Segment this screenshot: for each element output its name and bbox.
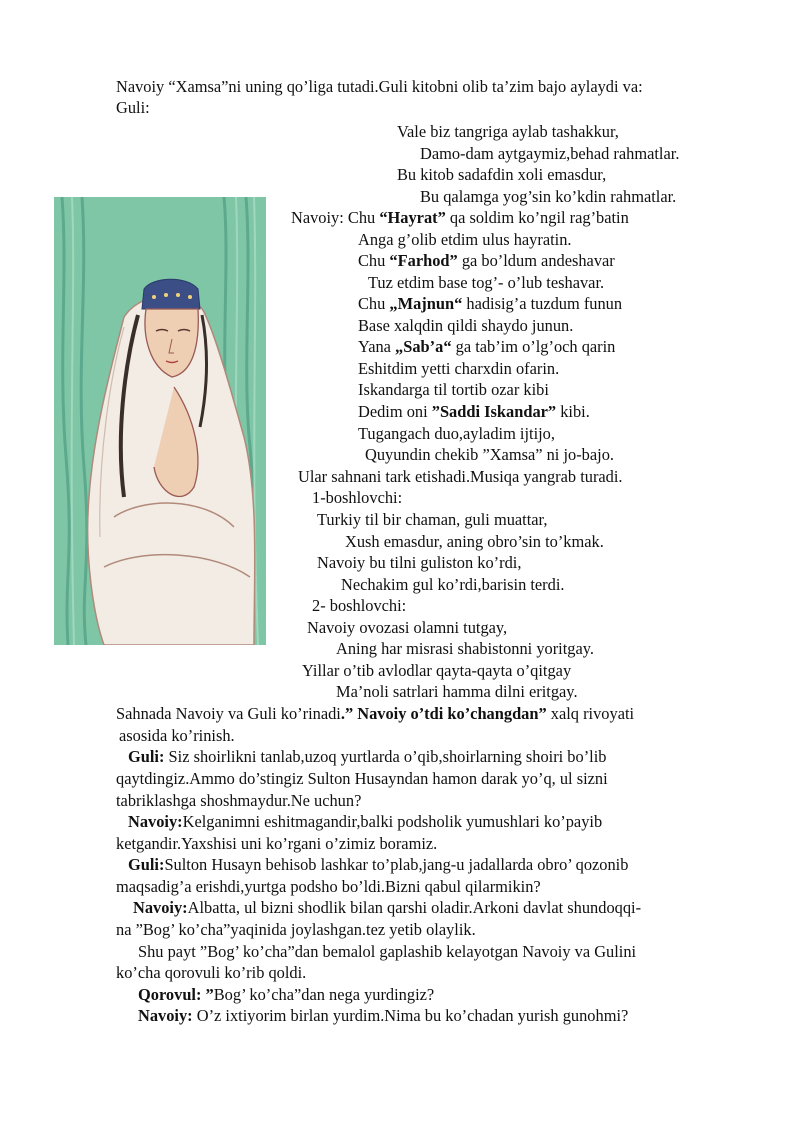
host1-verse-line: Turkiy til bir chaman, guli muattar, [317,510,548,529]
work-title-saba: „Sab’a“ [395,337,452,356]
speaker-host-2: 2- boshlovchi: [312,596,407,615]
speaker-navoiy: Navoiy: [133,898,188,917]
host2-verse-line: Yillar o’tib avlodlar qayta-qayta o’qitgay [302,661,572,680]
navoiy-verse-line: Tuz etdim base tog’- o’lub teshavar. [368,273,605,292]
dialogue-line [138,984,434,1005]
guli-verse-line: Bu qalamga yog’sin ko’kdin rahmatlar. [420,187,677,206]
dialogue-line [133,897,641,918]
work-title-saddi-iskandar: ”Saddi Iskandar” [431,402,557,421]
speaker-navoiy: Navoiy: [291,208,344,227]
dialogue-line [128,811,602,832]
navoiy-verse-line [358,293,622,314]
host2-verse-line: Aning har misrasi shabistonni yoritgay. [336,639,594,658]
verse-text: qa soldim ko’ngil rag’batin [445,208,629,227]
guli-verse-line: Vale biz tangriga aylab tashakkur, [397,122,619,141]
verse-text: ga bo’ldum andeshavar [457,251,615,270]
dialogue-line: na ”Bog’ ko’cha”yaqinida joylashgan.tez yetib olaylik. [116,920,476,939]
work-title-majnun: „Majnun“ [389,294,463,313]
speaker-qorovul: Qorovul: ” [138,985,214,1004]
speaker-navoiy: Navoiy: [128,812,183,831]
guli-verse-line: Damo-dam aytgaymiz,behad rahmatlar. [420,144,680,163]
verse-text: ga tab’im o’lg’och qarin [451,337,616,356]
host1-verse-line: Xush emasdur, aning obro’sin to’kmak. [345,532,604,551]
navoiy-verse-line [291,207,629,228]
verse-text: Dedim oni [358,402,432,421]
dialogue-text: Bog’ ko’cha”dan nega yurdingiz? [213,985,435,1004]
dialogue-line: qaytdingiz.Ammo do’stingiz Sulton Husayndan hamon darak yo’q, ul sizni [116,769,608,788]
navoiy-verse-line: Eshitdim yetti charxdin ofarin. [358,359,560,378]
dialogue-text: O’z ixtiyorim birlan yurdim.Nima bu ko’chadan yurish gunohmi? [192,1006,629,1025]
scene-text: Sahnada Navoiy va Guli ko’rinadi [116,704,341,723]
dialogue-text: Siz shoirlikni tanlab,uzoq yurtlarda o’qib,shoirlarning shoiri bo’lib [164,747,607,766]
verse-text: Chu [358,294,390,313]
verse-text: hadisig’a tuzdum funun [462,294,623,313]
speaker-guli: Guli: [128,855,165,874]
dialogue-line: maqsadig’a erishdi,yurtga podsho bo’ldi.Bizni qabul qilarmikin? [116,877,541,896]
host1-verse-line: Navoiy bu tilni guliston ko’rdi, [317,553,522,572]
navoiy-verse-line: Tugangach duo,ayladim ijtijo, [358,424,555,443]
dialogue-line [128,854,628,875]
verse-text: kibi. [556,402,590,421]
navoiy-verse-line: Quyundin chekib ”Xamsa” ni jo-bajo. [365,445,614,464]
stage-direction-line: Shu payt ”Bog’ ko’cha”dan bemalol gaplashib kelayotgan Navoiy va Gulini [138,942,637,961]
scene-heading-line-2: asosida ko’rinish. [119,726,235,745]
dialogue-line: tabriklashga shoshmaydur.Ne uchun? [116,791,362,810]
scene-text: xalq rivoyati [546,704,635,723]
verse-text: Chu [358,251,390,270]
intro-speaker-guli: Guli: [116,98,150,117]
stage-direction: Ular sahnani tark etishadi.Musiqa yangrab turadi. [298,467,623,486]
navoiy-verse-line: Base xalqdin qildi shaydo junun. [358,316,574,335]
navoiy-verse-line: Anga g’olib etdim ulus hayratin. [358,230,572,249]
illustration-woman-in-veil [54,197,266,645]
speaker-host-1: 1-boshlovchi: [312,488,403,507]
guli-verse-line: Bu kitob sadafdin xoli emasdur, [397,165,607,184]
scene-title: .” Navoiy o’tdi ko’changdan” [340,704,547,723]
work-title-farhod: “Farhod” [389,251,458,270]
navoiy-verse-line: Iskandarga til tortib ozar kibi [358,380,549,399]
host2-verse-line: Navoiy ovozasi olamni tutgay, [307,618,508,637]
dialogue-text: Kelganimni eshitmagandir,balki podsholik yumushlari ko’payib [182,812,603,831]
speaker-navoiy: Navoiy: [138,1006,193,1025]
host1-verse-line: Nechakim gul ko’rdi,barisin terdi. [341,575,565,594]
dialogue-text: Sulton Husayn behisob lashkar to’plab,jang-u jadallarda obro’ qozonib [164,855,629,874]
intro-line-1: Navoiy “Xamsa”ni uning qo’liga tutadi.Guli kitobni olib ta’zim bajo aylaydi va: [116,77,643,96]
verse-text: Yana [358,337,396,356]
navoiy-verse-line [358,250,615,271]
illustration-svg [54,197,266,645]
navoiy-verse-line [358,401,590,422]
dialogue-line: ketgandir.Yaxshisi uni ko’rgani o’zimiz boramiz. [116,834,438,853]
dialogue-line [128,746,606,767]
scene-heading [116,703,634,724]
speaker-guli: Guli: [128,747,165,766]
work-title-hayrat: “Hayrat” [379,208,446,227]
verse-text: Chu [347,208,380,227]
host2-verse-line: Ma’noli satrlari hamma dilni eritgay. [336,682,578,701]
navoiy-verse-line [358,336,615,357]
stage-direction-line: ko’cha qorovuli ko’rib qoldi. [116,963,307,982]
dialogue-text: Albatta, ul bizni shodlik bilan qarshi oladir.Arkoni davlat shundoqqi- [187,898,642,917]
dialogue-line [138,1005,628,1026]
